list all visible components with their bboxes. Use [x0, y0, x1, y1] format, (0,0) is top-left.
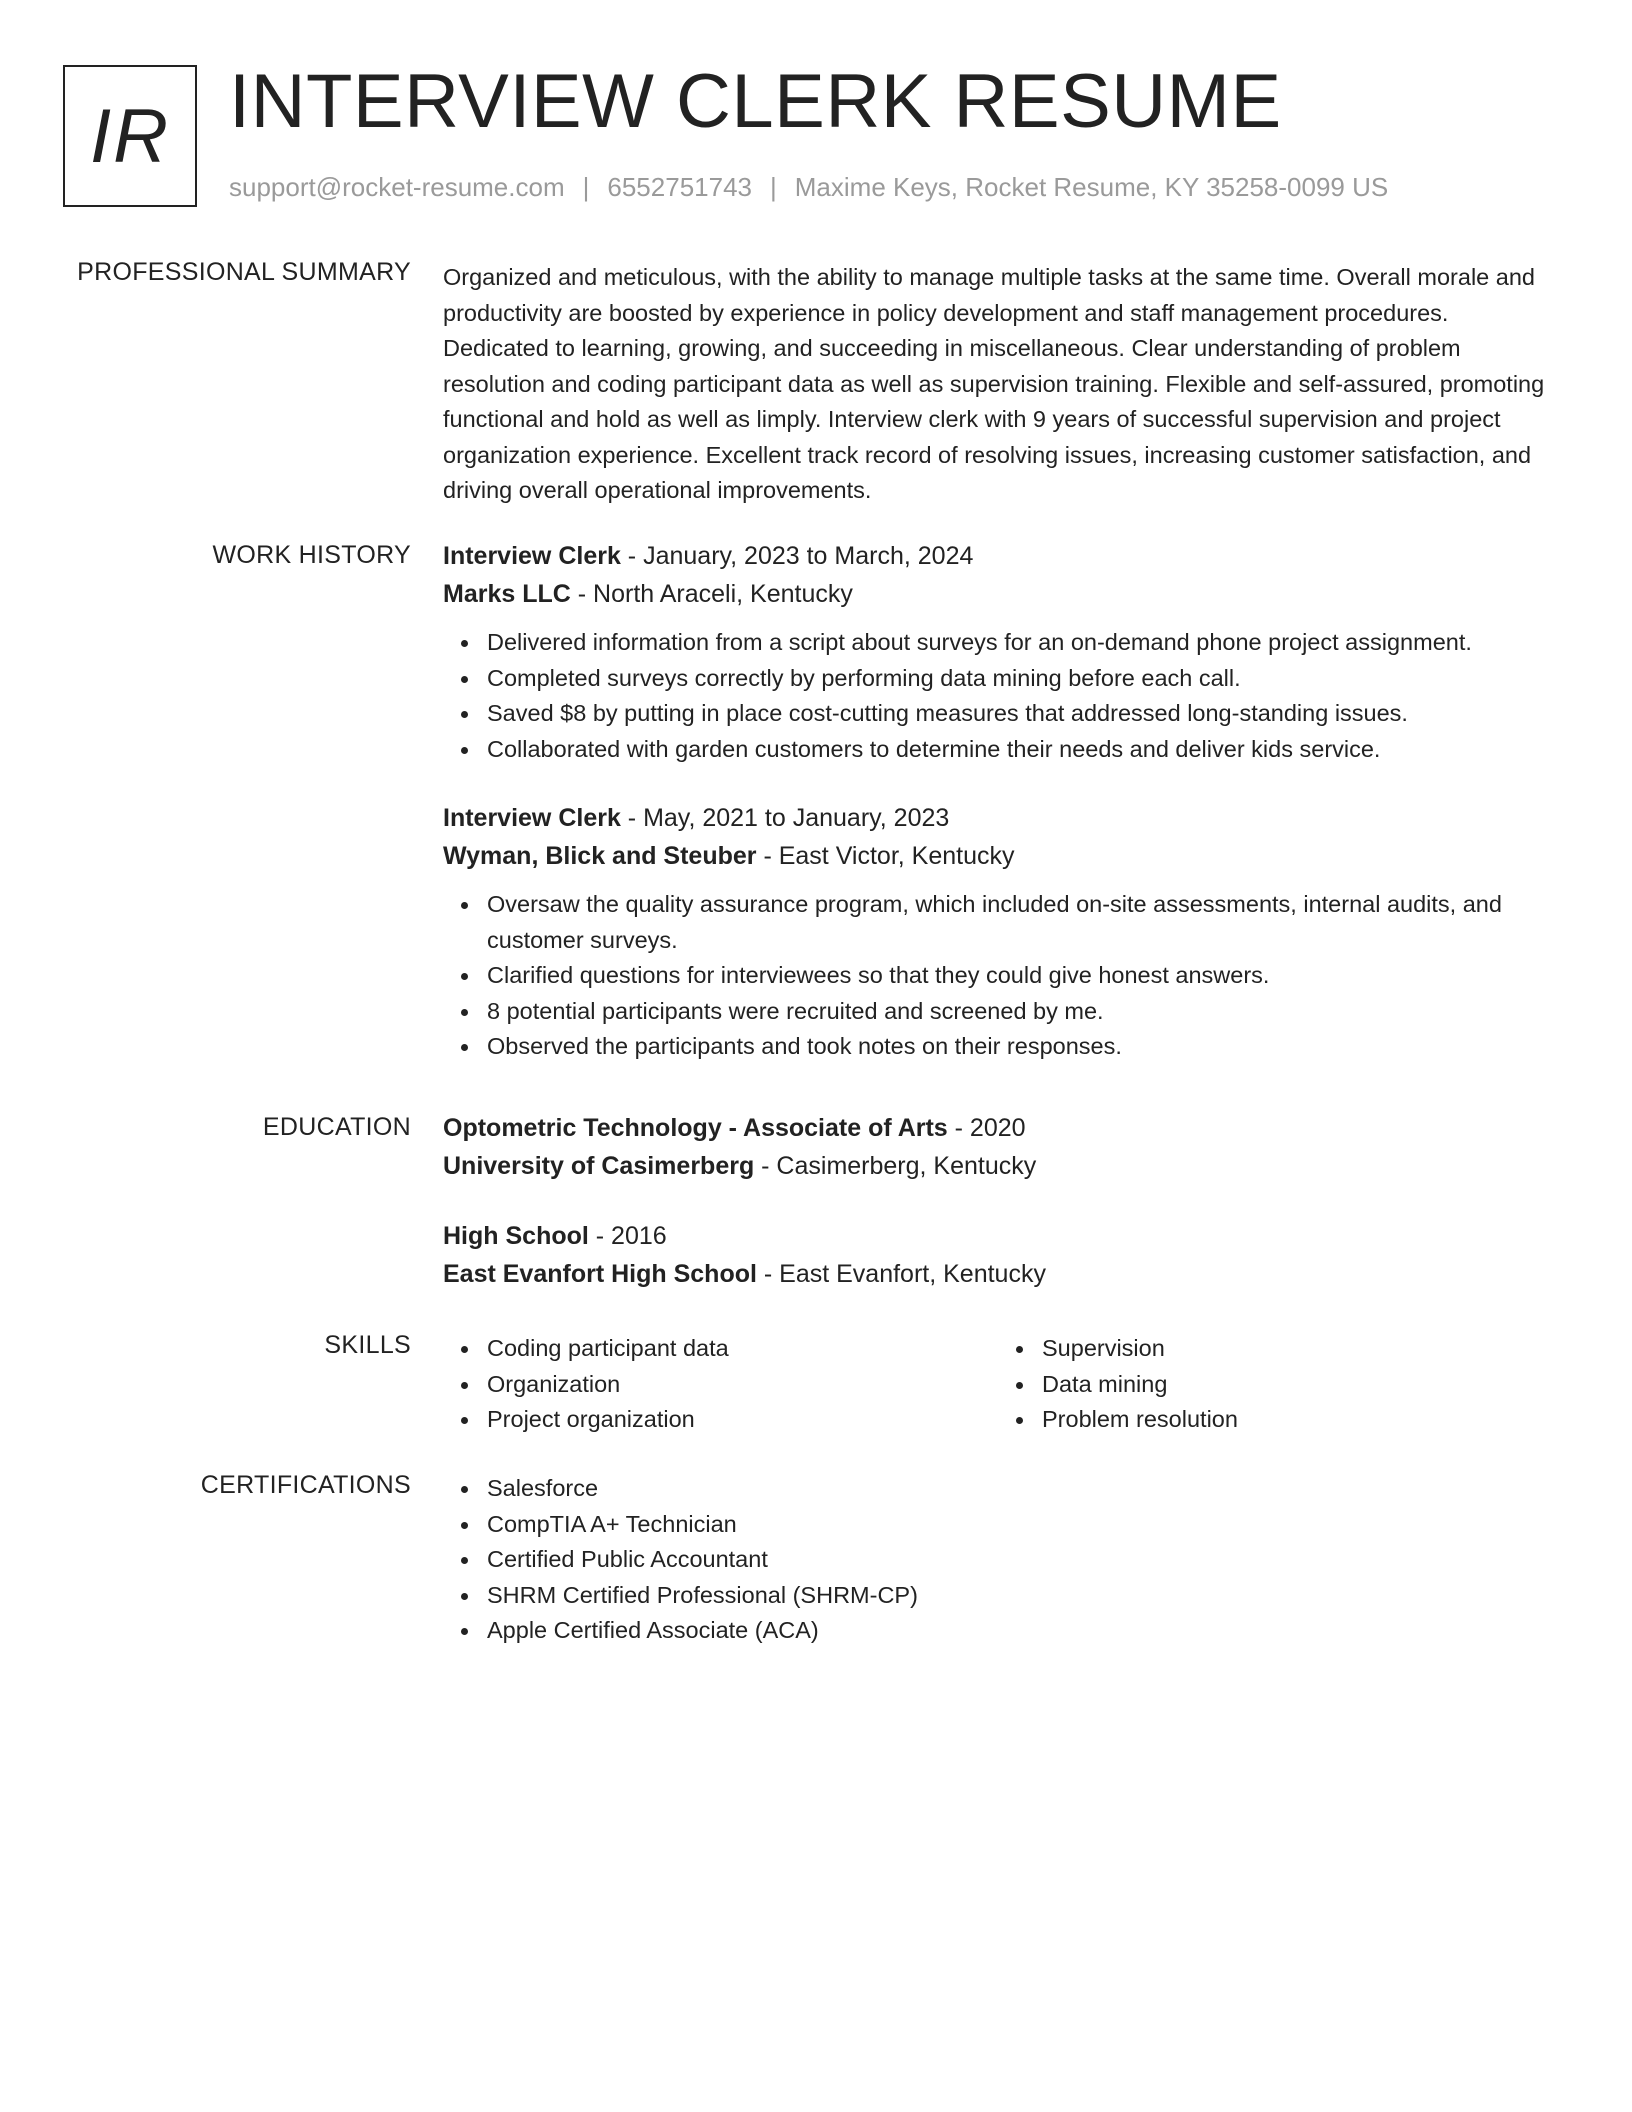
certification-item: SHRM Certified Professional (SHRM-CP)	[487, 1578, 1553, 1614]
job-bullet: Observed the participants and took notes on their responses.	[487, 1029, 1553, 1065]
job-bullet: 8 potential participants were recruited and screened by me.	[487, 994, 1553, 1030]
skill-item: Coding participant data	[487, 1331, 998, 1367]
education-school-line	[443, 1255, 1553, 1293]
job-bullet: Oversaw the quality assurance program, which included on-site assessments, internal audits, and customer surveys.	[487, 887, 1553, 958]
section-heading-education: EDUCATION	[262, 1113, 411, 1141]
certification-item: Salesforce	[487, 1471, 1553, 1507]
job-bullets	[443, 625, 1553, 767]
job-bullets	[443, 887, 1553, 1065]
job-company: Wyman, Blick and Steuber	[443, 842, 757, 870]
job-company-line	[443, 837, 1553, 875]
education-school: University of Casimerberg	[443, 1152, 755, 1180]
contact-phone[interactable]: 6552751743	[607, 172, 752, 202]
education-location: - East Evanfort, Kentucky	[756, 1260, 1046, 1288]
contact-line	[229, 172, 1388, 203]
skills-grid	[443, 1331, 1553, 1438]
job-entry	[443, 537, 1553, 767]
skill-item: Organization	[487, 1367, 998, 1403]
job-bullet: Completed surveys correctly by performing data mining before each call.	[487, 661, 1553, 697]
section-heading-certifications: CERTIFICATIONS	[200, 1471, 411, 1499]
summary-text: Organized and meticulous, with the ability to manage multiple tasks at the same time. Overall morale and productivity are boosted by experience in policy development and staff management procedures. Dedicated to learning, growing, and succeeding in miscellaneous. Clear understanding of problem resolution and coding participant data as well as supervision training. Flexible and self-assured, promoting functional and hold as well as limply. Interview clerk with 9 years of successful supervision and project organization experience. Excellent track record of resolving issues, increasing customer satisfaction, and driving overall operational improvements.	[443, 264, 1545, 503]
job-dates: - January, 2023 to March, 2024	[620, 542, 974, 570]
skills-column-right	[998, 1331, 1553, 1438]
job-entry	[443, 799, 1553, 1065]
job-location: - North Araceli, Kentucky	[570, 580, 853, 608]
contact-email[interactable]: support@rocket-resume.com	[229, 172, 565, 202]
education-degree-line	[443, 1109, 1553, 1147]
education-school-line	[443, 1147, 1553, 1185]
section-heading-work-history: WORK HISTORY	[212, 541, 411, 569]
section-heading-skills: SKILLS	[324, 1331, 411, 1359]
skill-item: Supervision	[1042, 1331, 1553, 1367]
certification-item: Certified Public Accountant	[487, 1542, 1553, 1578]
job-bullet: Collaborated with garden customers to determine their needs and deliver kids service.	[487, 732, 1553, 768]
contact-address: Maxime Keys, Rocket Resume, KY 35258-0099 US	[794, 172, 1389, 202]
job-title-line	[443, 537, 1553, 575]
education-entry	[443, 1109, 1553, 1185]
education-entry	[443, 1217, 1553, 1293]
education-degree: High School	[443, 1222, 589, 1250]
certification-item: Apple Certified Associate (ACA)	[487, 1613, 1553, 1649]
certifications-list	[443, 1471, 1553, 1649]
page-title: INTERVIEW CLERK RESUME	[229, 59, 1282, 144]
education-year: - 2020	[947, 1114, 1026, 1142]
education-school: East Evanfort High School	[443, 1260, 757, 1288]
job-title-line	[443, 799, 1553, 837]
skill-item: Problem resolution	[1042, 1402, 1553, 1438]
contact-separator: |	[582, 172, 590, 202]
monogram-logo: IR	[63, 65, 197, 207]
skills-column-left	[443, 1331, 998, 1438]
job-dates: - May, 2021 to January, 2023	[620, 804, 950, 832]
job-company: Marks LLC	[443, 580, 571, 608]
education-degree: Optometric Technology - Associate of Arts	[443, 1114, 948, 1142]
job-title: Interview Clerk	[443, 542, 621, 570]
education-year: - 2016	[588, 1222, 667, 1250]
education-degree-line	[443, 1217, 1553, 1255]
job-location: - East Victor, Kentucky	[756, 842, 1015, 870]
job-bullet: Saved $8 by putting in place cost-cutting measures that addressed long-standing issues.	[487, 696, 1553, 732]
section-heading-summary: PROFESSIONAL SUMMARY	[77, 258, 411, 286]
job-company-line	[443, 575, 1553, 613]
education-location: - Casimerberg, Kentucky	[754, 1152, 1037, 1180]
contact-separator: |	[770, 172, 777, 202]
job-title: Interview Clerk	[443, 804, 621, 832]
job-bullet: Delivered information from a script about surveys for an on-demand phone project assignment.	[487, 625, 1553, 661]
skill-item: Data mining	[1042, 1367, 1553, 1403]
job-bullet: Clarified questions for interviewees so that they could give honest answers.	[487, 958, 1553, 994]
skill-item: Project organization	[487, 1402, 998, 1438]
certification-item: CompTIA A+ Technician	[487, 1507, 1553, 1543]
